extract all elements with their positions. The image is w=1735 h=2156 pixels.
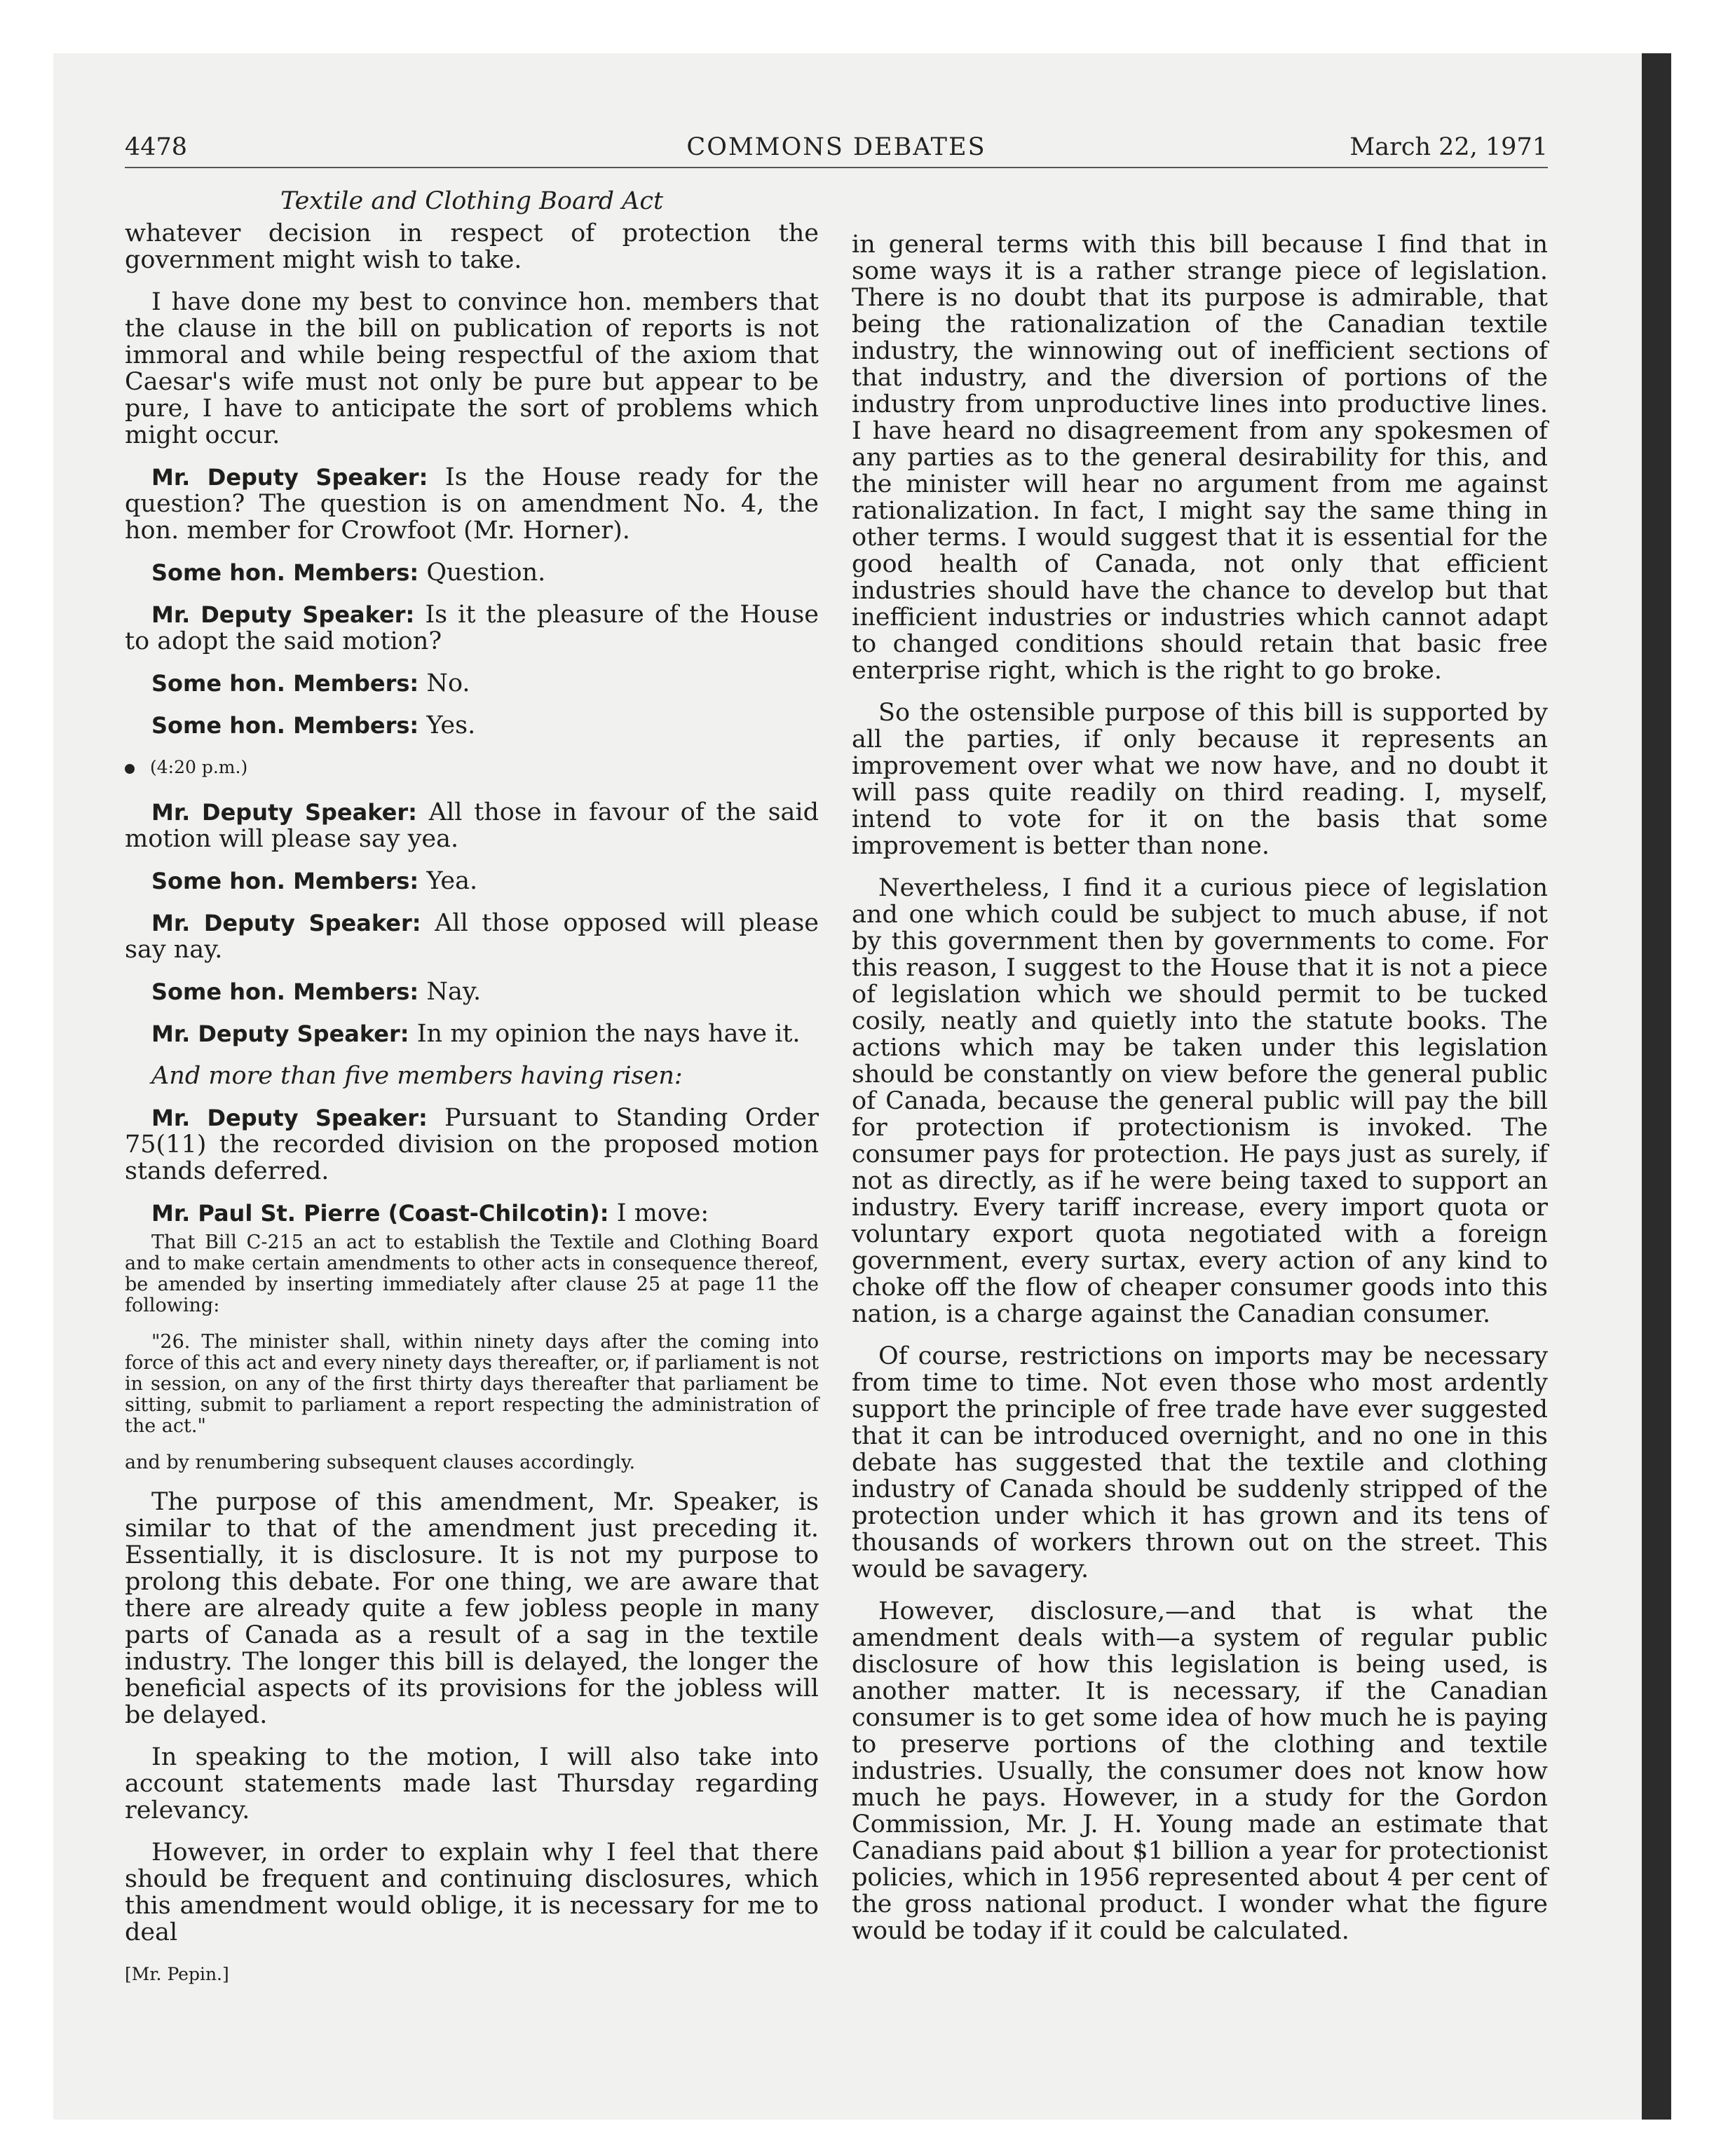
left-column [125,188,819,2003]
header-rule [125,167,1548,168]
paragraph: However, disclosure,—and that is what the amendment deals with—a system of regular public disclosure of how this legislation is being used, is another matter. It is necessary, if the Canadian consumer is to get some idea of how much he is paying to preserve portions of the clothing and textile industries. Usually, the consumer does not know how much he pays. However, in a study for the Gordon Commission, Mr. J. H. Young made an estimate that Canadians paid about $1 billion a year for protectionist policies, which in 1956 represented about 4 per cent of the gross national product. I wonder what the figure would be today if it could be calculated. [852,1597,1548,1945]
speech-text: I move: [616,1199,709,1227]
speech-text: Pursuant to Standing Order 75(11) the recorded division on the proposed motion stands deferred. [125,1104,819,1185]
speech-text: In my opinion the nays have it. [416,1020,801,1048]
time-text: (4:20 p.m.) [150,757,248,777]
time-marker [125,754,819,781]
speaker-footnote: [Mr. Pepin.] [125,1964,229,1984]
paragraph: So the ostensible purpose of this bill is supported by all the parties, if only because it represents an improvement over what we now have, and no doubt it will pass quite readily on third reading. I, myself, intend to vote for it on the basis that some improvement is better than none. [852,699,1548,860]
speech [125,464,819,544]
paragraph: The purpose of this amendment, Mr. Speaker, is similar to that of the amendment just preceding it. Essentially, it is disclosure. It is not my purpose to prolong this debate. For one thing, we are aware that there are already quite a few jobless people in many parts of Canada as a result of a sag in the textile industry. The longer this bill is delayed, the longer the beneficial aspects of its provisions for the jobless will be delayed. [125,1488,819,1729]
paragraph: whatever decision in respect of protection the government might wish to take. [125,219,819,274]
speech-text: All those opposed will please say nay. [125,909,819,964]
paragraph: Nevertheless, I find it a curious piece of legislation and one which could be subject to much abuse, if not by this government then by governments to come. For this reason, I suggest to the House that it is not a piece of legislation which we should permit to be tucked cosily, neatly and quietly into the statute books. The actions which may be taken under this legislation should be constantly on view before the general public of Canada, because the general public will pay the bill for protection if protectionism is invoked. The consumer pays for protection. He pays just as surely, if not as directly, as if he were being taxed to support an industry. Every tariff increase, every import quota or voluntary export quota negotiated with a foreign government, every surtax, every action of any kind to choke off the flow of cheaper consumer goods into this nation, is a charge against the Canadian consumer. [852,874,1548,1328]
speech-text: Is it the pleasure of the House to adopt the said motion? [125,601,819,655]
speaker: Mr. Paul St. Pierre (Coast-Chilcotin): [151,1200,609,1227]
speaker: Mr. Deputy Speaker: [151,464,428,491]
speech [125,910,819,963]
bullet-icon [125,764,135,774]
binding-edge [1642,53,1671,2120]
speech-text: Yes. [426,711,476,739]
paragraph: However, in order to explain why I feel that there should be frequent and continuing disclosures, which this amendment would oblige, it is necessary for me to deal [125,1838,819,1946]
speaker: Mr. Deputy Speaker: [151,601,415,628]
speech [125,1200,819,1227]
motion-clause: "26. The minister shall, within ninety days after the coming into force of this act and every ninety days thereafter, or, if parliament is not in session, on any of the first thirty days thereafter that parliament be sitting, submit to parliament a report respecting the administration of the act." [125,1331,819,1437]
motion-text: That Bill C-215 an act to establish the Textile and Clothing Board and to make certain amendments to other acts in consequence thereof, be amended by inserting immediately after clause 25 at page 11 the following: [125,1231,819,1316]
speech [125,601,819,655]
paragraph: I have done my best to convince hon. members that the clause in the bill on publication of reports is not immoral and while being respectful of the axiom that Caesar's wife must not only be pure but appear to be pure, I have to anticipate the sort of problems which might occur. [125,288,819,449]
right-column [852,231,1548,1960]
motion-text: and by renumbering subsequent clauses accordingly. [125,1452,636,1473]
speech [125,978,819,1005]
speech-text: Is the House ready for the question? The question is on amendment No. 4, the hon. member for Crowfoot (Mr. Horner). [125,463,819,545]
speaker: Some hon. Members: [151,670,419,697]
running-head: Textile and Clothing Board Act [280,187,664,215]
speaker: Mr. Deputy Speaker: [151,910,421,936]
speech-text: No. [426,669,470,697]
speech [125,799,819,852]
stage-direction: And more than five members having risen: [151,1062,683,1090]
speech [125,868,819,894]
speech-text: Yea. [426,867,478,895]
speech [125,670,819,697]
speech [125,712,819,739]
page-number: 4478 [125,133,188,161]
speech-text: Question. [426,559,546,587]
speech [125,1021,819,1047]
speech-text: Nay. [426,978,482,1006]
speaker: Some hon. Members: [151,712,419,739]
speaker: Some hon. Members: [151,978,419,1005]
speaker: Some hon. Members: [151,868,419,894]
speech-text: All those in favour of the said motion will please say yea. [125,798,819,853]
page-header [125,133,1548,167]
speaker: Mr. Deputy Speaker: [151,1105,428,1131]
paragraph: In speaking to the motion, I will also take into account statements made last Thursday regarding relevancy. [125,1743,819,1824]
paragraph: Of course, restrictions on imports may be necessary from time to time. Not even those who most ardently support the principle of free trade have ever suggested that it can be introduced overnight, and no one in this debate has suggested that the textile and clothing industry of Canada should be suddenly stripped of the protection under which it has grown and its tens of thousands of workers thrown out on the street. This would be savagery. [852,1342,1548,1583]
speaker: Mr. Deputy Speaker: [151,799,417,826]
speaker: Some hon. Members: [151,559,419,586]
publication-title: COMMONS DEBATES [686,133,986,161]
speech [125,559,819,586]
speech [125,1105,819,1185]
issue-date: March 22, 1971 [1349,133,1548,161]
paragraph: in general terms with this bill because I find that in some ways it is a rather strange piece of legislation. There is no doubt that its purpose is admirable, that being the rationalization of the Canadian textile industry, the winnowing out of inefficient sections of that industry, and the diversion of portions of the industry from unproductive lines into productive lines. I have heard no disagreement from any spokesmen of any parties as to the general desirability for this, and the minister will hear no argument from me against rationalization. In fact, I might say the same thing in other terms. I would suggest that it is essential for the good health of Canada, not only that efficient industries should have the chance to develop but that inefficient industries or industries which cannot adapt to changed conditions should retain that basic free enterprise right, which is the right to go broke. [852,231,1548,685]
speaker: Mr. Deputy Speaker: [151,1021,409,1047]
